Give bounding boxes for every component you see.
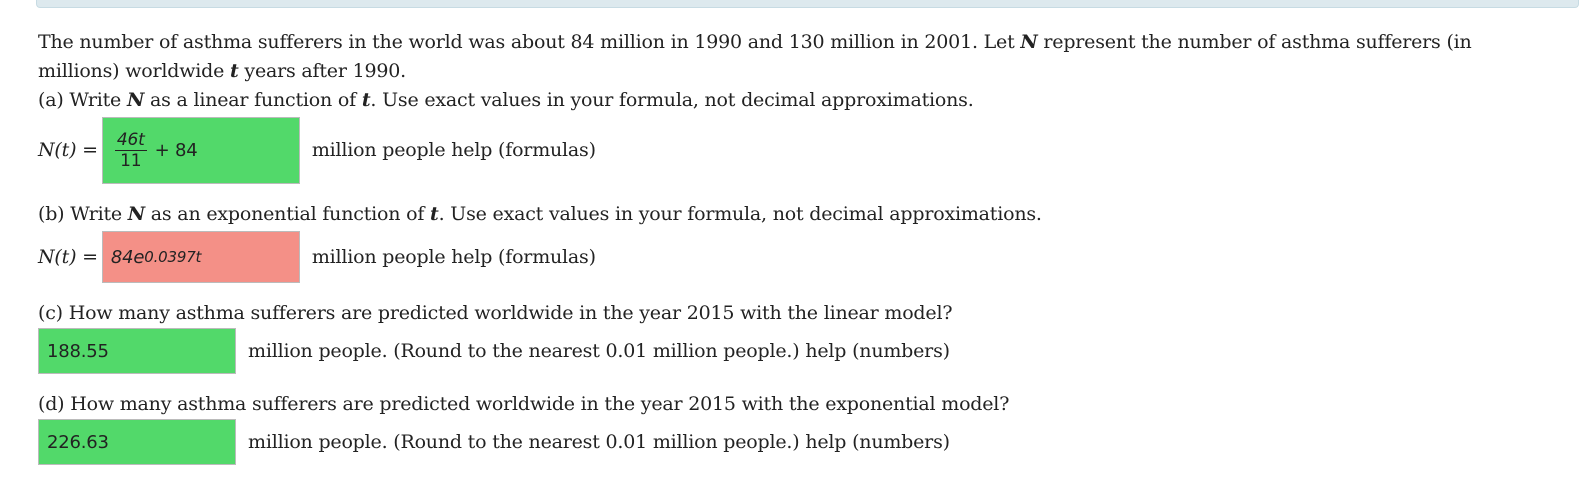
qa-suffix: . Use exact values in your formula, not decimal approximations. (370, 89, 974, 111)
qa-mid: as a linear function of (144, 89, 362, 111)
answer-field-a[interactable] (102, 117, 300, 184)
question-a (38, 86, 1548, 115)
var-n: N (1020, 31, 1038, 53)
fraction (115, 130, 147, 171)
answer-row-c (38, 328, 1548, 374)
fraction-numerator: 46t (116, 130, 145, 150)
top-info-bar (36, 0, 1579, 8)
qb-var: N (127, 203, 145, 225)
answer-a-help-text[interactable]: million people help (formulas) (311, 139, 596, 161)
function-label-a: N(t) = (38, 139, 98, 161)
qb-var2: t (430, 203, 439, 225)
problem-container (38, 28, 1548, 481)
answer-field-d[interactable]: 226.63 (38, 419, 236, 465)
answer-d-help-text[interactable]: million people. (Round to the nearest 0.01 million people.) help (numbers) (248, 430, 950, 453)
question-d: (d) How many asthma sufferers are predicted worldwide in the year 2015 with the exponential model? (38, 393, 1010, 415)
answer-b-exponent: 0.0397t (144, 247, 202, 266)
function-label-b: N(t) = (38, 245, 98, 268)
intro-text-c: years after 1990. (238, 60, 406, 82)
qb-suffix: . Use exact values in your formula, not decimal approximations. (438, 203, 1042, 225)
answer-b-help-text[interactable]: million people help (formulas) (311, 245, 596, 268)
answer-a-tail: + 84 (154, 140, 198, 161)
intro-text-b: represent the number of asthma sufferers (in millions) worldwide (38, 31, 1472, 82)
question-b (38, 200, 1548, 229)
fraction-denominator: 11 (120, 151, 142, 171)
answer-row-a (38, 117, 1548, 184)
qb-prefix: (b) Write (38, 203, 128, 225)
answer-c-help-text[interactable]: million people. (Round to the nearest 0.01 million people.) help (numbers) (248, 339, 950, 362)
qb-mid: as an exponential function of (144, 203, 431, 225)
var-t: t (230, 60, 239, 82)
problem-statement (38, 28, 1548, 86)
qa-var2: t (361, 89, 371, 111)
qa-prefix: (a) Write (38, 89, 127, 111)
intro-text-a: The number of asthma sufferers in the world was about 84 million in 1990 and 130 million in 2001. Let (38, 31, 1021, 53)
answer-row-d (38, 419, 1548, 465)
answer-field-b[interactable] (102, 231, 300, 283)
qa-var: N (126, 89, 145, 111)
question-c: (c) How many asthma sufferers are predicted worldwide in the year 2015 with the linear model? (38, 302, 953, 324)
answer-row-b (38, 231, 1548, 283)
answer-b-base: 84e (110, 246, 145, 268)
answer-field-c[interactable]: 188.55 (38, 328, 236, 374)
